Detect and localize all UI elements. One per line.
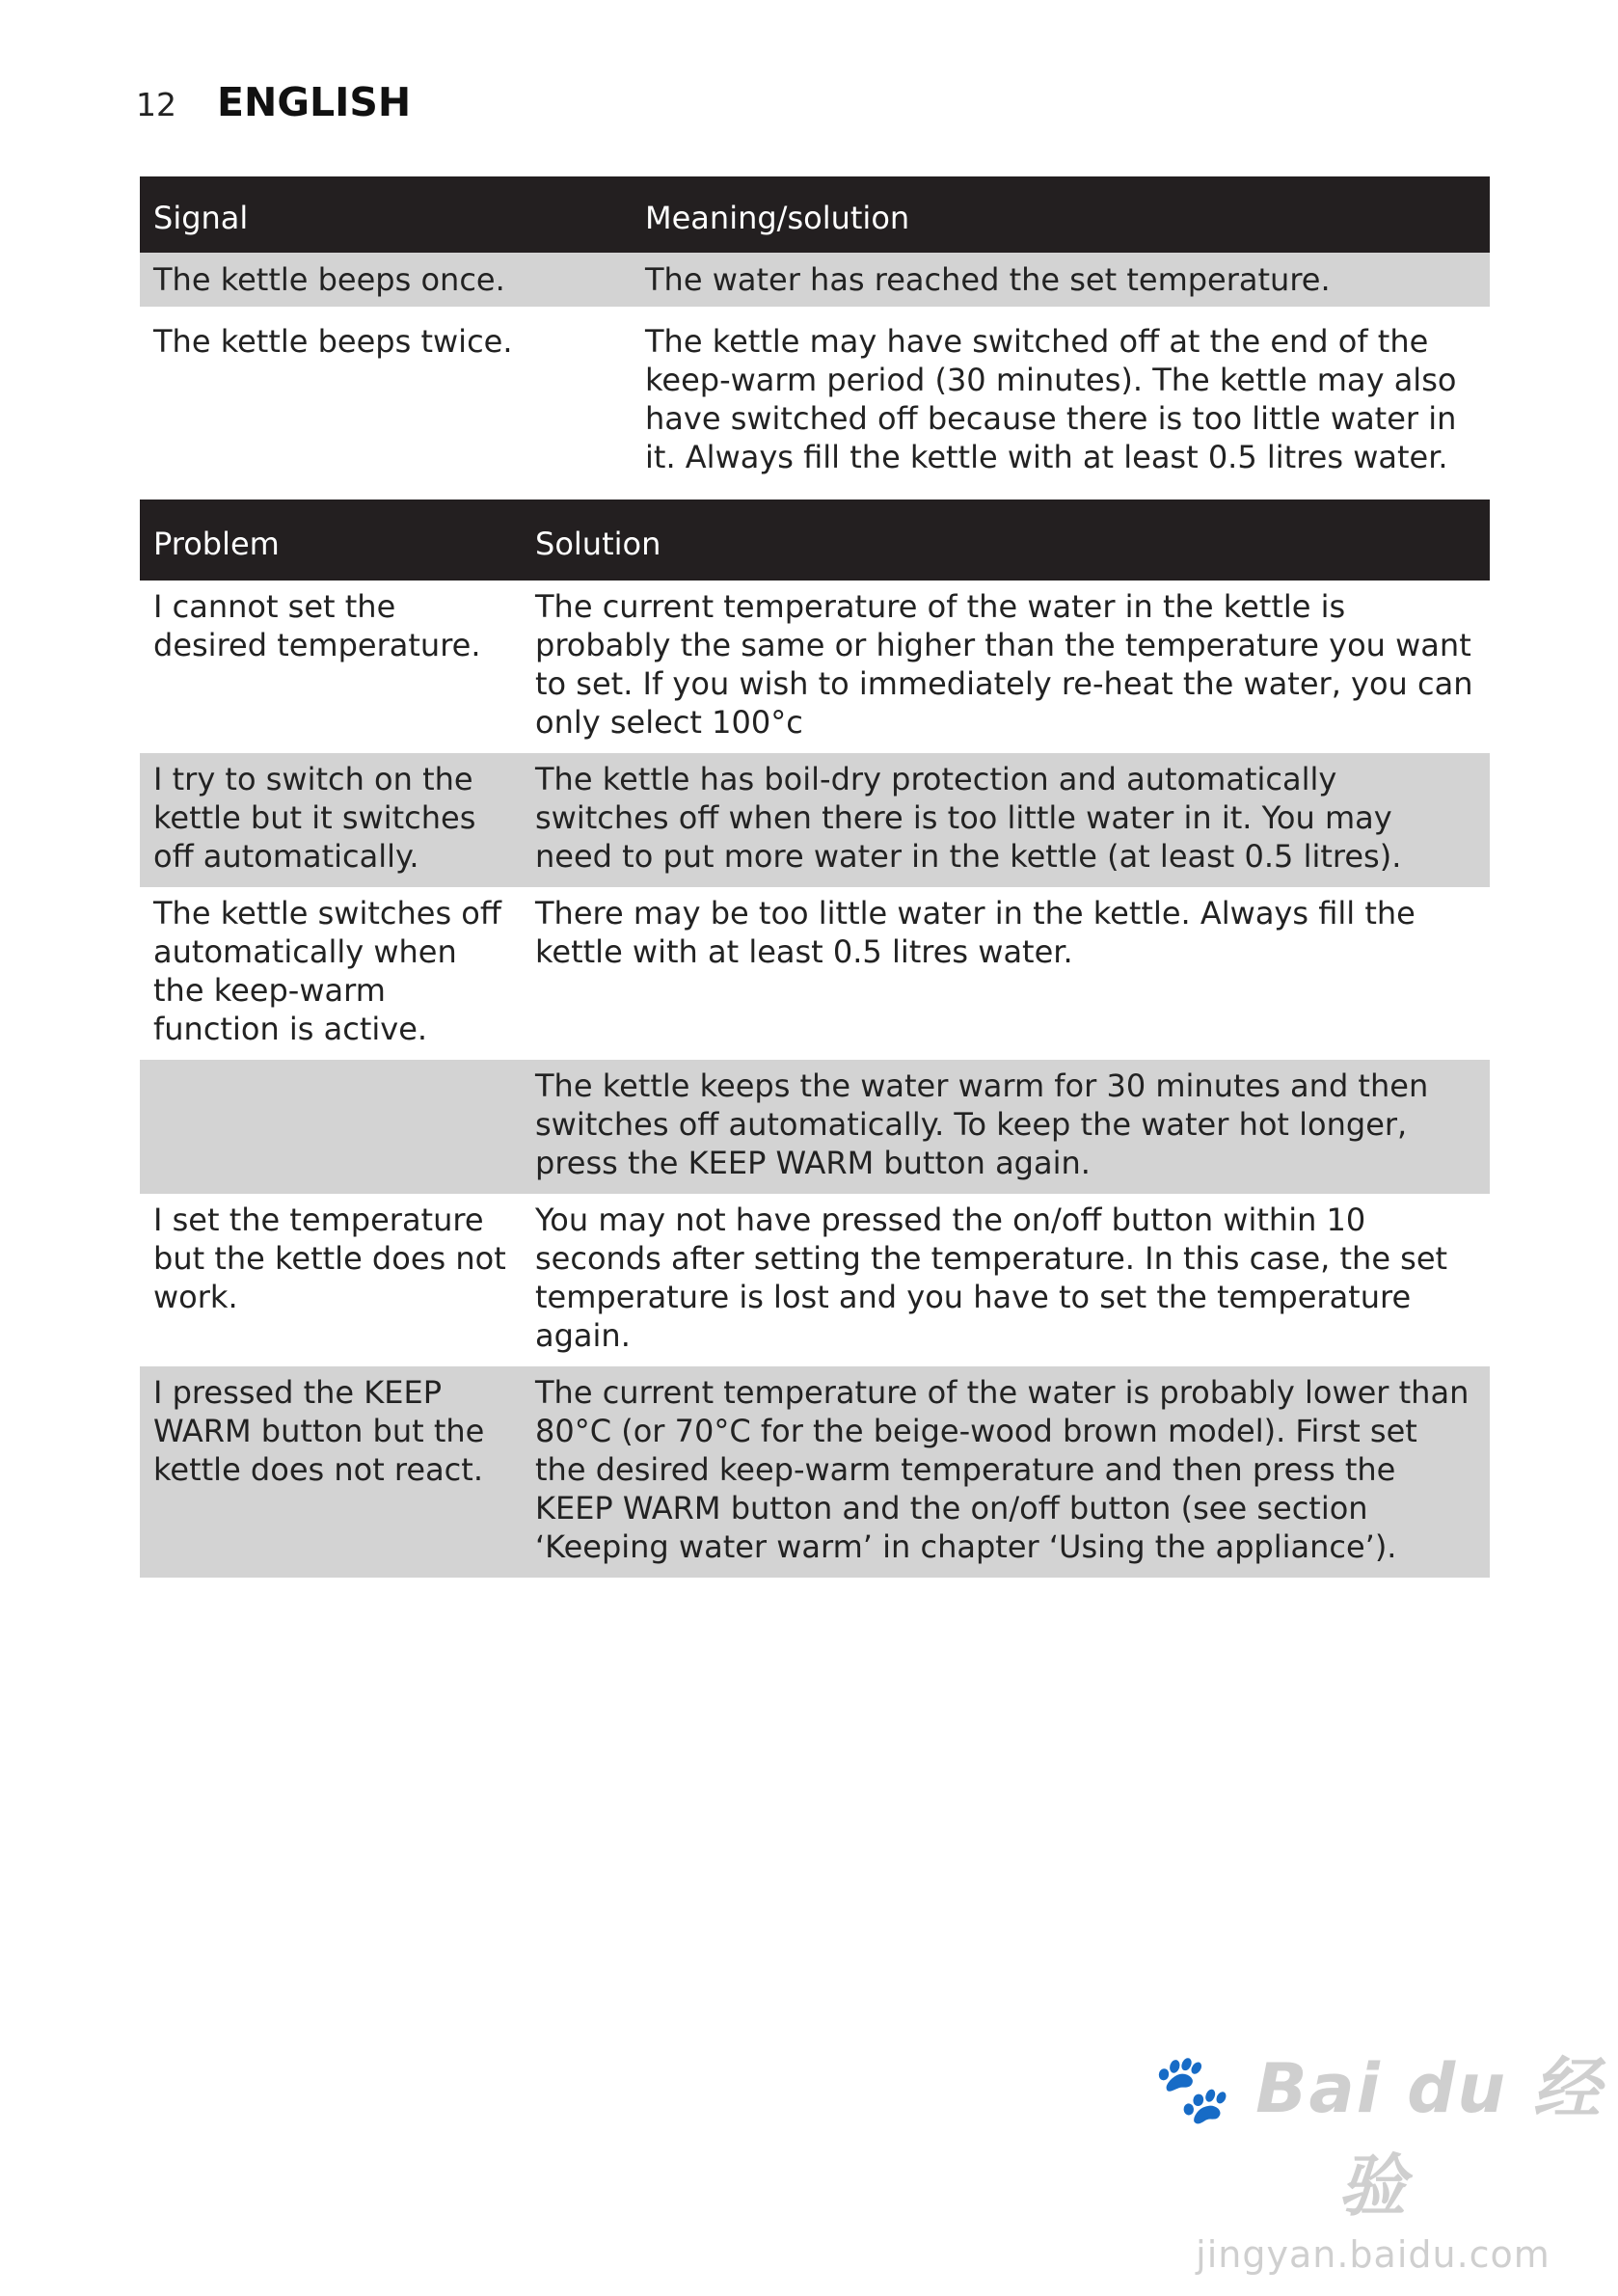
column-header-solution: Solution bbox=[522, 500, 1490, 581]
problem-cell: I try to switch on the kettle but it switches off automatically. bbox=[140, 753, 522, 887]
baidu-watermark bbox=[1128, 2035, 1618, 2276]
table-row bbox=[140, 307, 1490, 488]
table-row bbox=[140, 1366, 1490, 1578]
problem-cell: I set the temperature but the kettle does not work. bbox=[153, 1202, 506, 1315]
signal-table bbox=[140, 176, 1490, 488]
solution-cell: The current temperature of the water in the kettle is probably the same or higher than the temperature you want to set. If you wish to immediately re-heat the water, you can only select 100°c bbox=[535, 588, 1473, 741]
problem-cell: I pressed the KEEP WARM button but the kettle does not react. bbox=[140, 1366, 522, 1578]
problem-table bbox=[140, 500, 1490, 1578]
signal-cell: The kettle beeps twice. bbox=[153, 323, 513, 360]
problem-cell: I cannot set the desired temperature. bbox=[153, 588, 481, 663]
table-header-row bbox=[140, 500, 1490, 581]
solution-cell: The kettle keeps the water warm for 30 minutes and then switches off automatically. To keep the water hot longer, press the KEEP WARM button again. bbox=[522, 1060, 1490, 1194]
watermark-brand: Bai du 经验 bbox=[1255, 2049, 1603, 2226]
table-row bbox=[140, 887, 1490, 1060]
problem-cell bbox=[140, 1060, 522, 1194]
table-row bbox=[140, 1060, 1490, 1194]
watermark-logo bbox=[1128, 2035, 1618, 2229]
paw-icon: 🐾 bbox=[1144, 2049, 1230, 2128]
solution-cell: You may not have pressed the on/off button within 10 seconds after setting the temperature. In this case, the set temperature is lost and you have to set the temperature again. bbox=[535, 1202, 1448, 1354]
table-row bbox=[140, 581, 1490, 753]
problem-cell: The kettle switches off automatically when the keep-warm function is active. bbox=[153, 895, 501, 1047]
page-number: 12 bbox=[136, 86, 176, 123]
meaning-cell: The kettle may have switched off at the end of the keep-warm period (30 minutes). The kettle may also have switched off because there is too little water in it. Always fill the kettle with at least 0.5 litres water. bbox=[645, 323, 1457, 475]
table-row bbox=[140, 253, 1490, 307]
solution-cell: The current temperature of the water is probably lower than 80°C (or 70°C for the beige-wood brown model). First set the desired keep-warm temperature and then press the KEEP WARM button and the on/off button (see section ‘Keeping water warm’ in chapter ‘Using the appliance’). bbox=[522, 1366, 1490, 1578]
meaning-cell: The water has reached the set temperature. bbox=[632, 253, 1490, 307]
signal-cell: The kettle beeps once. bbox=[140, 253, 632, 307]
page-header bbox=[136, 79, 411, 125]
section-title: ENGLISH bbox=[217, 79, 412, 125]
solution-cell: The kettle has boil-dry protection and automatically switches off when there is too little water in it. You may need to put more water in the kettle (at least 0.5 litres). bbox=[522, 753, 1490, 887]
table-row bbox=[140, 753, 1490, 887]
column-header-signal: Signal bbox=[140, 176, 632, 253]
table-header-row bbox=[140, 176, 1490, 253]
solution-cell: There may be too little water in the kettle. Always fill the kettle with at least 0.5 litres water. bbox=[535, 895, 1416, 970]
column-header-meaning: Meaning/solution bbox=[632, 176, 1490, 253]
watermark-url: jingyan.baidu.com bbox=[1196, 2233, 1551, 2276]
table-row bbox=[140, 1194, 1490, 1366]
column-header-problem: Problem bbox=[140, 500, 522, 581]
